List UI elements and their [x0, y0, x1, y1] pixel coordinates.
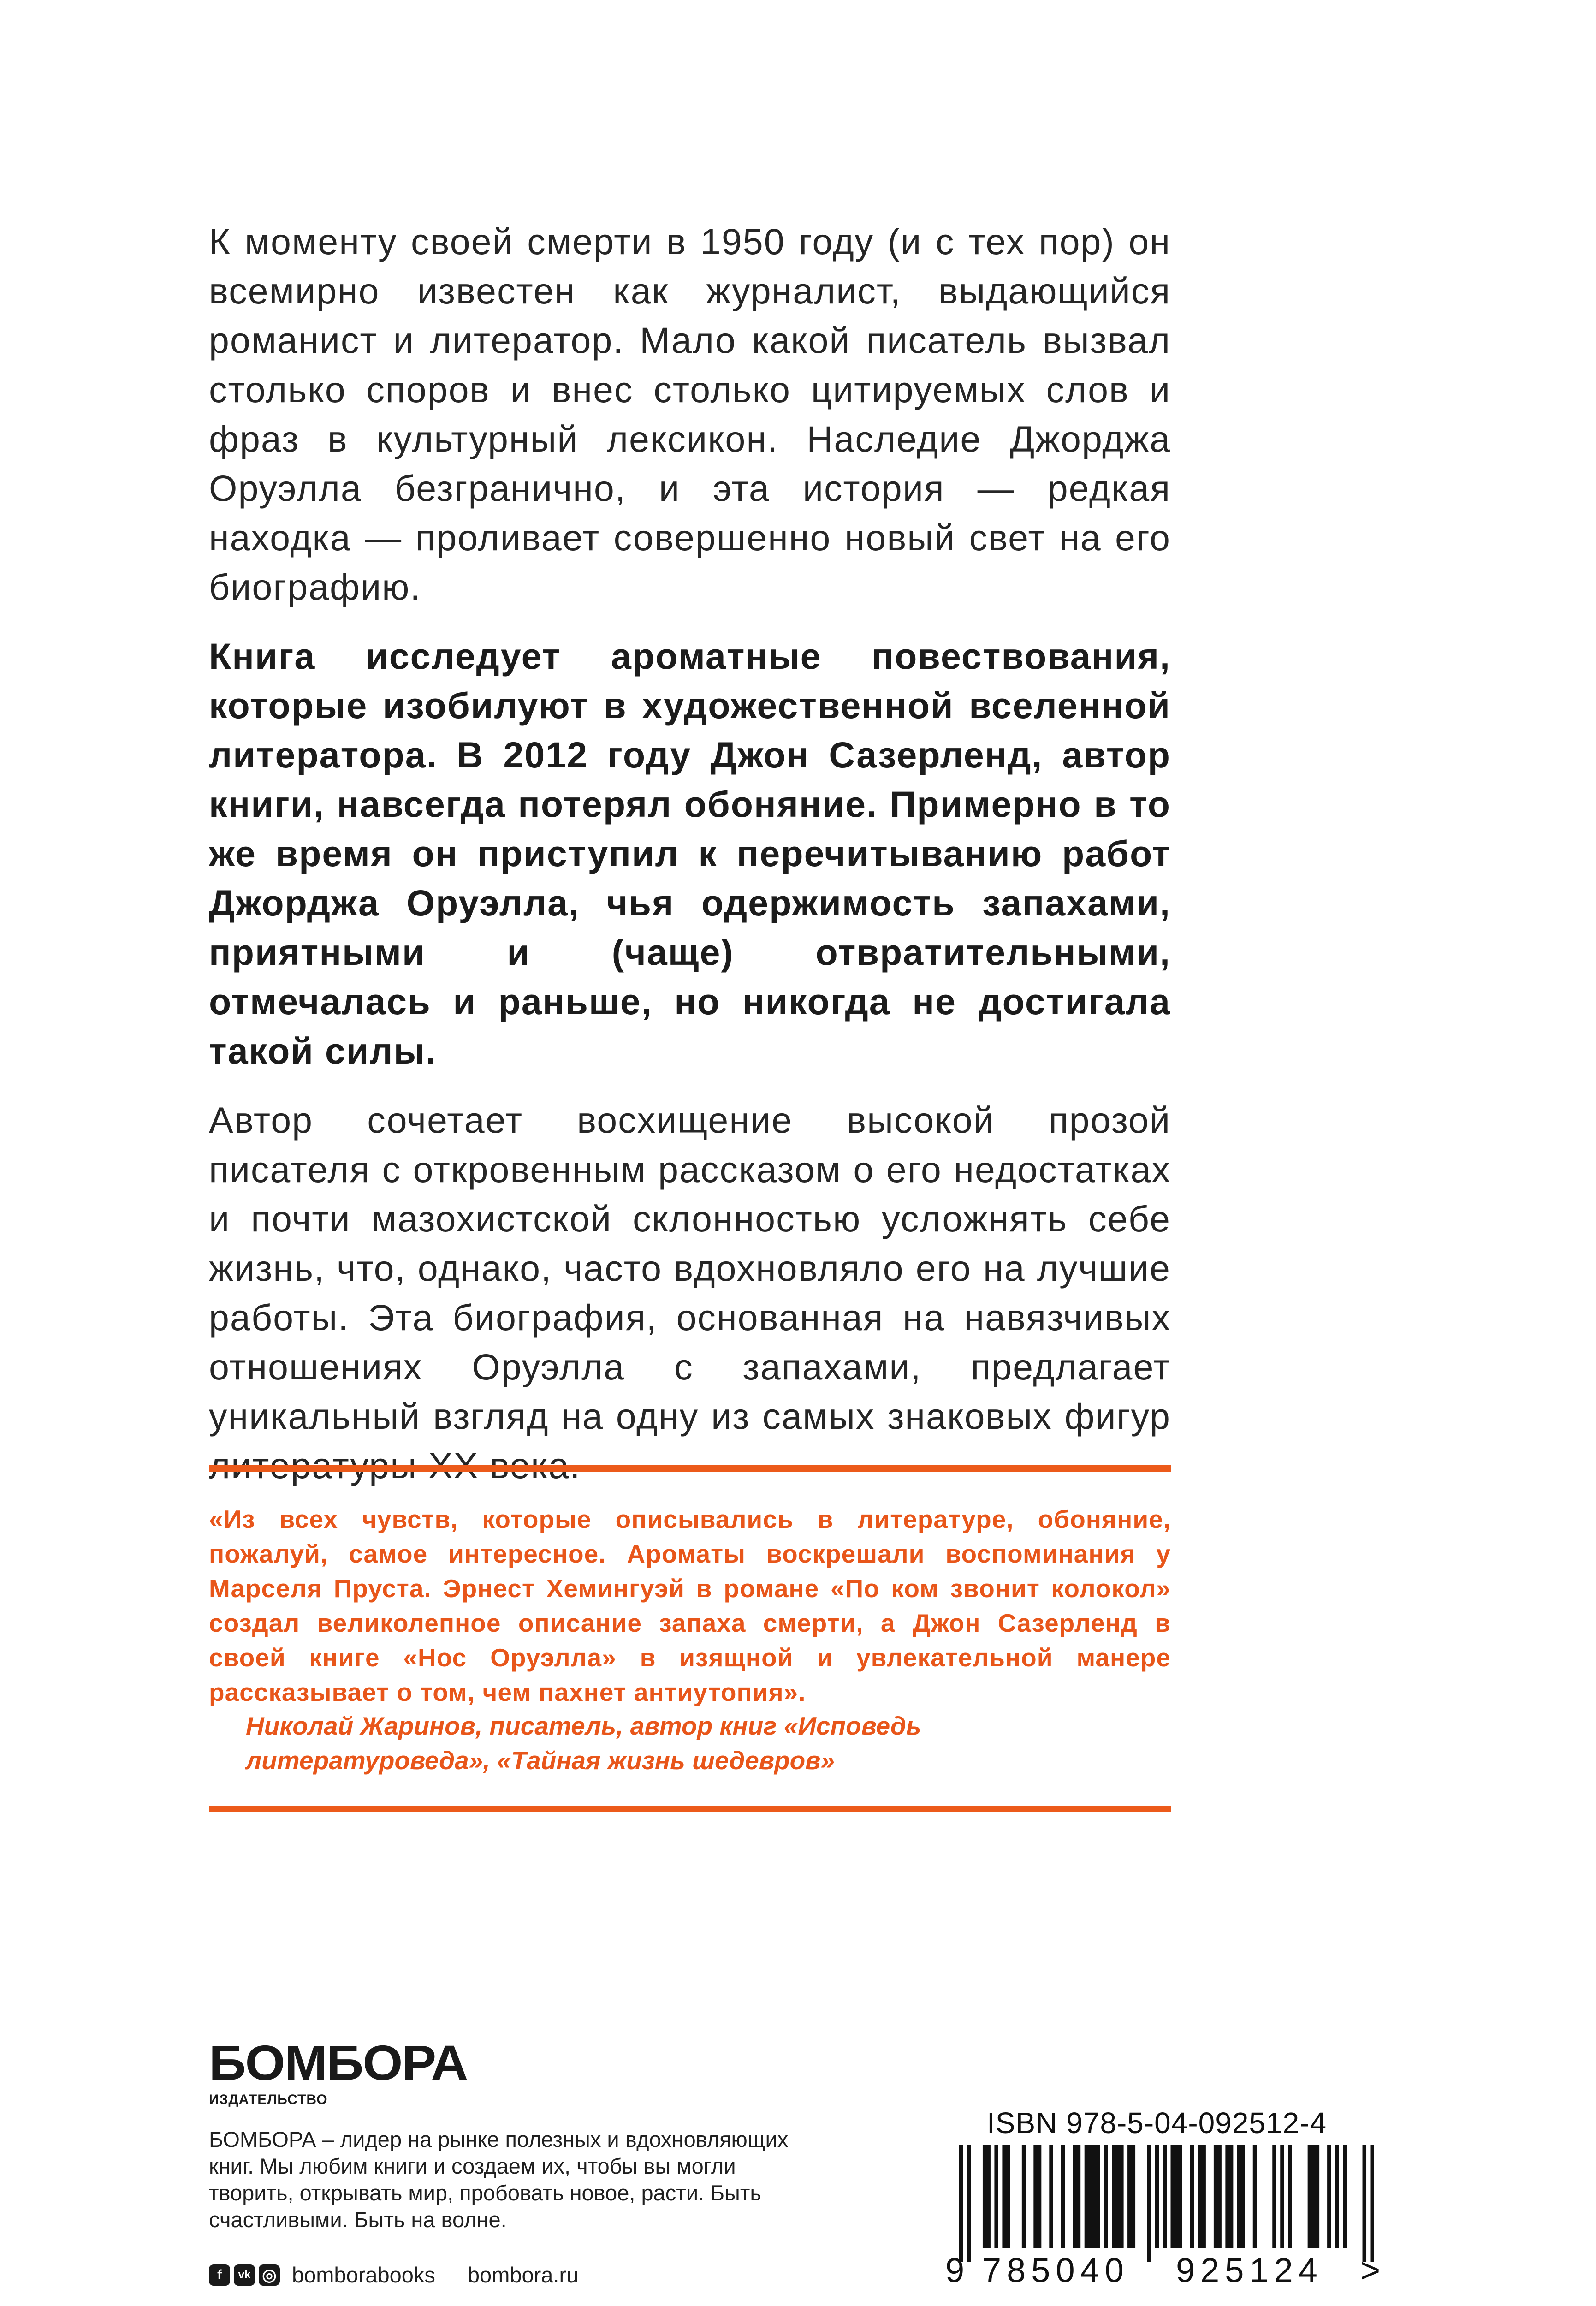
barcode-bar	[1343, 2145, 1347, 2248]
barcode-bar	[1147, 2145, 1151, 2262]
barcode-bar	[967, 2145, 971, 2262]
barcode-bar	[1163, 2145, 1167, 2248]
bold-paragraph: Книга исследует ароматные повествования, которые изобилуют в художественной вселенной литератора. В 2012 году Джон Сазерленд, автор книги, навсегда потерял обоняние. Примерно в то же время он приступил к перечитыванию работ Джорджа Оруэлла, чья одержимость запахами, приятными и (чаще) отвратительными, отмечалась и раньше, но никогда не достигала такой силы.	[209, 636, 1171, 1071]
publisher-subtitle: ИЗДАТЕЛЬСТВО	[209, 2092, 328, 2107]
barcode-bar	[1237, 2145, 1245, 2248]
barcode-bar	[1363, 2145, 1366, 2262]
barcode-bar	[1280, 2145, 1284, 2248]
quote-attribution: Николай Жаринов, писатель, автор книг «Исповедь литературоведа», «Тайная жизнь шедевров»	[246, 1712, 921, 1775]
quote-top-divider	[209, 1465, 1171, 1472]
barcode-bar	[1214, 2145, 1222, 2248]
publisher-website[interactable]: bombora.ru	[467, 2263, 579, 2287]
barcode-bar	[1155, 2145, 1159, 2248]
barcode-bar	[1073, 2145, 1080, 2248]
publisher-name: БОМБОРА	[209, 2035, 468, 2091]
facebook-icon[interactable]: f	[209, 2264, 230, 2286]
barcode-bar	[1085, 2145, 1100, 2248]
barcode-bar	[1170, 2145, 1182, 2248]
barcode-bar	[1104, 2145, 1108, 2248]
body-text	[209, 217, 1171, 1490]
barcode-bar	[1033, 2145, 1041, 2248]
barcode-bar	[1002, 2145, 1010, 2248]
barcode-digit-prefix: 9	[945, 2251, 965, 2289]
barcode-bar	[1308, 2145, 1319, 2248]
publisher-logo	[209, 2035, 468, 2108]
barcode-digits-right: 925124	[1176, 2251, 1323, 2289]
review-quote: «Из всех чувств, которые описывались в литературе, обоняние, пожалуй, самое интересное. Ароматы воскрешали воспоминания у Марселя Пруста. Эрнест Хемингуэй в романе «По ком звонит колокол» создал великолепное описание запаха смерти, а Джон Сазерленд в своей книге «Нос Оруэлла» в изящной и увлекательной манере рассказывает о том, чем пахнет антиутопия».	[209, 1505, 1171, 1706]
barcode-bar	[1127, 2145, 1135, 2248]
barcode-digits-left: 785040	[982, 2251, 1129, 2289]
barcode-bar	[1022, 2145, 1026, 2248]
intro-paragraph: К моменту своей смерти в 1950 году (и с тех пор) он всемирно известен как журналист, выдающийся романист и литератор. Мало какой писатель вызвал столько споров и внес столько цитируемых слов и фраз в культурный лексикон. Наследие Джорджа Оруэлла безгранично, и эта история — редкая находка — проливает совершенно новый свет на его биографию.	[209, 221, 1171, 607]
barcode-bar	[1253, 2145, 1257, 2248]
barcode-end-marker: >	[1360, 2251, 1381, 2289]
social-links	[209, 2262, 578, 2288]
barcode-bar	[1371, 2145, 1374, 2262]
barcode-bar	[1327, 2145, 1331, 2248]
social-handle[interactable]: bomborabooks	[292, 2263, 435, 2287]
barcode-bar	[983, 2145, 991, 2248]
instagram-icon[interactable]: ◎	[259, 2264, 280, 2286]
vk-icon[interactable]: vk	[234, 2264, 255, 2286]
publisher-description: БОМБОРА – лидер на рынке полезных и вдохновляющих книг. Мы любим книги и создаем их, чтобы вы могли творить, открывать мир, пробовать новое, расти. Быть счастливыми. Быть на волне.	[209, 2127, 789, 2232]
isbn-barcode	[959, 2145, 1374, 2262]
barcode-bar	[1190, 2145, 1194, 2248]
quote-bottom-divider	[209, 1806, 1171, 1812]
barcode-bar	[1288, 2145, 1292, 2248]
barcode-bar	[1198, 2145, 1206, 2248]
barcode-digits	[945, 2251, 1381, 2289]
barcode-bar	[1112, 2145, 1123, 2248]
closing-paragraph: Автор сочетает восхищение высокой прозой писателя с откровенным рассказом о его недостатках и почти мазохистской склонностью усложнять себе жизнь, что, однако, часто вдохновляло его на лучшие работы. Эта биография, основанная на навязчивых отношениях Оруэлла с запахами, предлагает уникальный взгляд на одну из самых знаковых фигур	[209, 1100, 1171, 1437]
barcode-bar	[1335, 2145, 1339, 2248]
isbn-label: ISBN 978-5-04-092512-4	[987, 2106, 1327, 2140]
barcode-bar	[1061, 2145, 1065, 2248]
barcode-bar	[1049, 2145, 1053, 2248]
barcode-bar	[994, 2145, 998, 2248]
barcode-bar	[1225, 2145, 1233, 2248]
barcode-bar	[959, 2145, 963, 2262]
barcode-bar	[1272, 2145, 1276, 2248]
